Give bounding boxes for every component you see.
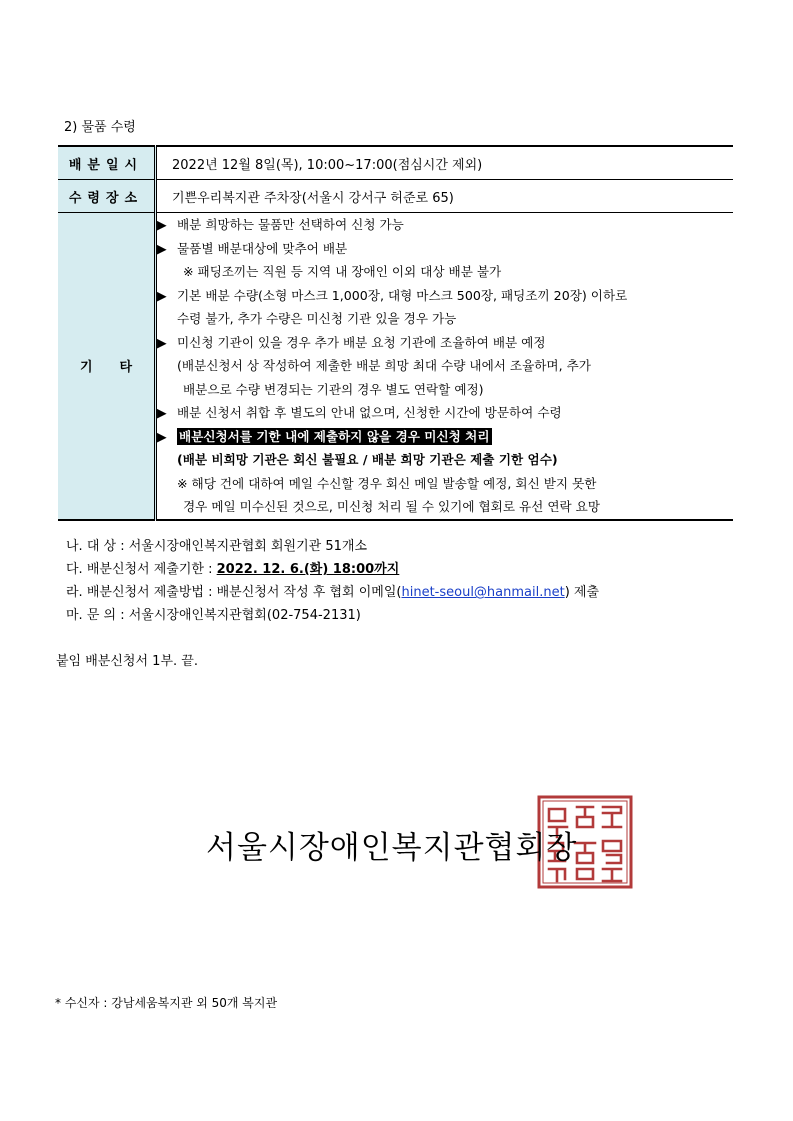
bullet-item — [157, 213, 733, 237]
triangle-bullet-icon: ▶ — [157, 405, 167, 420]
etc-bullets — [156, 213, 734, 520]
triangle-bullet-icon: ▶ — [157, 217, 167, 232]
recipient-line: * 수신자 : 강남세움복지관 외 50개 복지관 — [55, 996, 278, 1010]
bullet-item — [157, 237, 733, 261]
bullet-item — [157, 425, 733, 449]
highlighted-warning: 배분신청서를 기한 내에 제출하지 않을 경우 미신청 처리 — [179, 428, 490, 444]
bullet-note: 경우 메일 미수신된 것으로, 미신청 처리 될 수 있기에 협회로 유선 연락 요망 — [183, 499, 601, 514]
bullet-text: 물품별 배분대상에 맞추어 배분 — [177, 240, 348, 256]
bullet-text: 배분 신청서 취합 후 별도의 안내 없으며, 신청한 시간에 방문하여 수령 — [177, 405, 562, 420]
bullet-continuation: (배분 비희망 기관은 회신 불필요 / 배분 희망 기관은 제출 기한 엄수) — [177, 452, 558, 467]
bullet-item — [157, 401, 733, 425]
deadline-value: 2022. 12. 6.(화) 18:00까지 — [216, 562, 400, 577]
etc-label — [58, 213, 156, 520]
bullet-item — [157, 284, 733, 308]
item-label: 나. 대 상 — [66, 539, 117, 554]
bullet-continuation: 수령 불가, 추가 수량은 미신청 기관 있을 경우 가능 — [177, 311, 457, 326]
bullet-continuation: (배분신청서 상 작성하여 제출한 배분 희망 최대 수량 내에서 조율하며, 추가 — [177, 358, 591, 373]
triangle-bullet-icon: ▶ — [157, 287, 167, 303]
bullet-note: ※ 해당 건에 대하여 메일 수신할 경우 회신 메일 발송할 예정, 회신 받지 못한 — [177, 475, 597, 491]
bullet-item — [157, 331, 733, 355]
place-label: 수령장소 — [58, 180, 156, 213]
bullet-text: 배분 희망하는 물품만 선택하여 신청 가능 — [177, 217, 404, 232]
list-item-method — [66, 581, 599, 604]
date-label: 배분일시 — [58, 146, 156, 180]
date-value: 2022년 12월 8일(목), 10:00~17:00(점심시간 제외) — [156, 146, 734, 180]
distribution-info-table — [58, 145, 733, 521]
place-value: 기쁜우리복지관 주차장(서울시 강서구 허준로 65) — [156, 180, 734, 213]
section-title: 2) 물품 수령 — [64, 120, 136, 135]
item-value: : 서울시장애인복지관협회(02-754-2131) — [116, 608, 361, 623]
sender-name: 서울시장애인복지관협회장 — [206, 830, 578, 866]
triangle-bullet-icon: ▶ — [157, 240, 167, 256]
email-link[interactable]: hinet-seoul@hanmail.net — [401, 585, 565, 600]
item-value: ) 제출 — [564, 585, 600, 600]
list-item-target — [66, 535, 599, 558]
list-item-deadline: 다. 배분신청서 제출기한 : 2022. 12. 6.(화) 18:00까지 — [66, 562, 400, 577]
item-label: 다. 배분신청서 제출기한 — [66, 562, 204, 577]
list-item-contact — [66, 604, 599, 627]
table-row-place — [58, 180, 733, 213]
table-row-date — [58, 146, 733, 180]
bullet-text: 기본 배분 수량(소형 마스크 1,000장, 대형 마스크 500장, 패딩조끼 20장) 이하로 — [177, 287, 628, 303]
triangle-bullet-icon: ▶ — [157, 334, 167, 350]
item-list — [66, 535, 599, 627]
bullet-note: ※ 패딩조끼는 직원 등 지역 내 장애인 이외 대상 배분 불가 — [183, 264, 502, 279]
item-label: 라. 배분신청서 제출방법 : 배분신청서 작성 후 협회 이메일( — [66, 585, 402, 600]
attachment-note: 붙임 배분신청서 1부. 끝. — [56, 654, 198, 669]
etc-label-char-1: 기 — [80, 360, 93, 376]
table-row-etc — [58, 213, 733, 520]
bullet-text: 미신청 기관이 있을 경우 추가 배분 요청 기관에 조율하여 배분 예정 — [177, 334, 546, 350]
item-label: 마. 문 의 — [66, 608, 117, 623]
item-value: : 서울시장애인복지관협회 회원기관 51개소 — [116, 539, 368, 554]
triangle-bullet-icon: ▶ — [157, 428, 167, 444]
etc-label-char-2: 타 — [119, 360, 132, 376]
bullet-continuation: 배분으로 수량 변경되는 기관의 경우 별도 연락할 예정) — [183, 381, 484, 397]
